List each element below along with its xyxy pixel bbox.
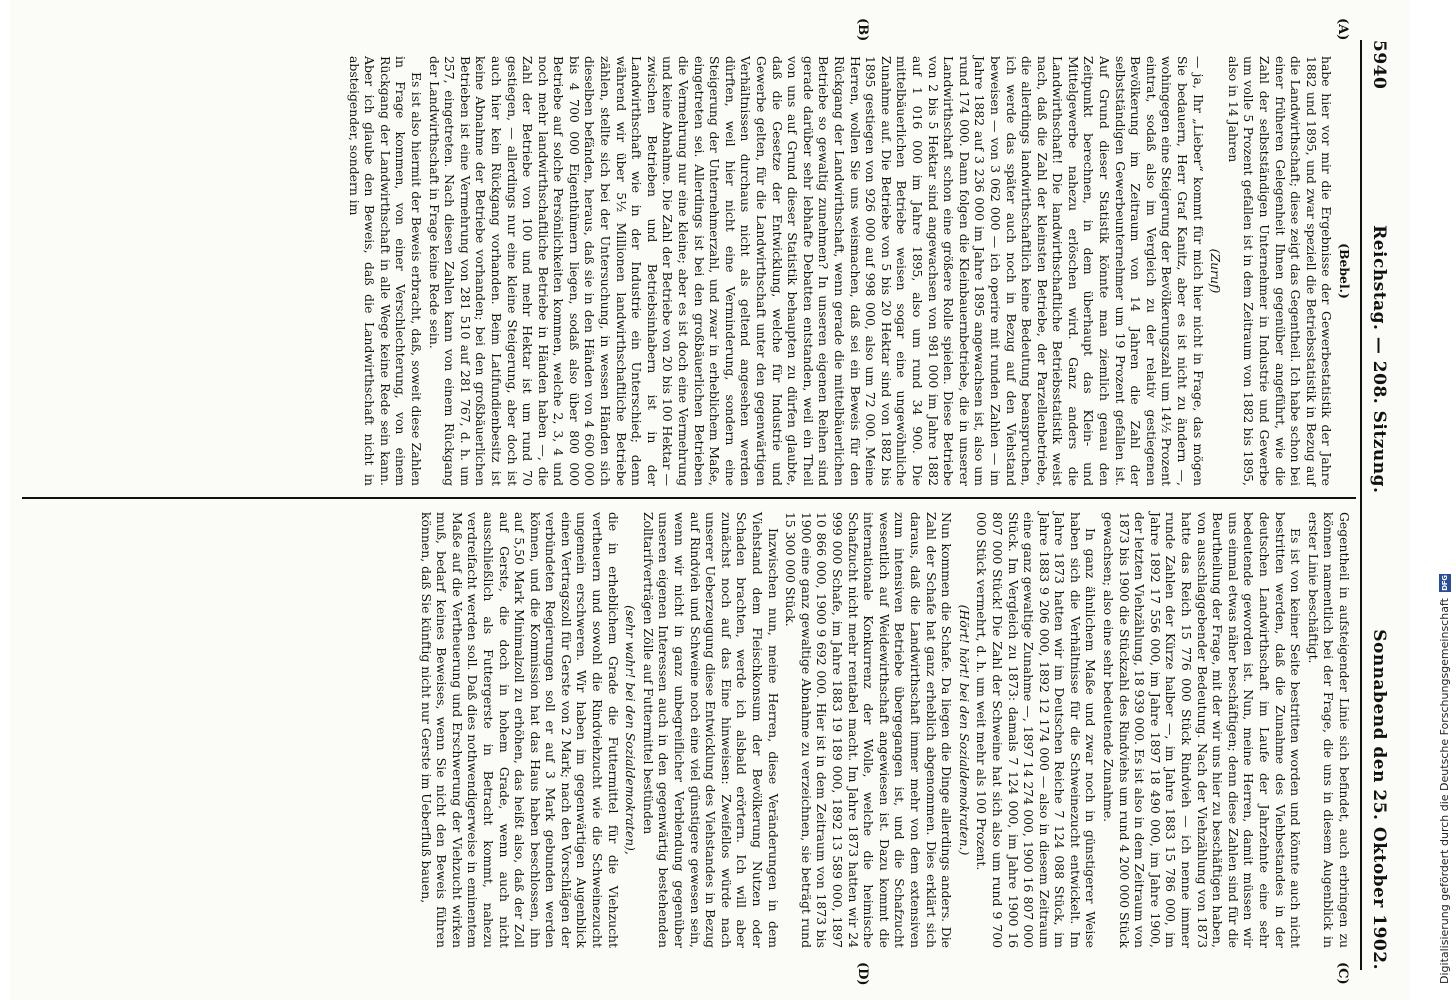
margin-marker-d: (D) bbox=[855, 962, 870, 986]
paragraph: die in erheblichem Grade die Futtermittel für die Viehzucht vertheuern und sowohl die Rindviehzucht wie die Schweinezucht ungemein erschweren. Wir haben im gegenwärtigen Augenblick einen Vertragszoll für Gerste von 2 Mark; nach den Vorschlägen der verbündeten Regierungen soll er auf 3 Mark gebunden werden können, und die Kommission hat das Haus haben beschlossen, ihn auf 5,50 Mark Minimalzoll zu erhöhen, das heißt also, daß der Zoll auf Gerste, die doch in hohem Grade, wenn auch nicht ausschließlich als Futtergerste in Betracht kommt, nahezu verdreifacht werden soll. Daß dies nothwendigerweise in eminentem Maße auf die Vertheuerung und Erschwerung der Viehzucht wirken muß, bedarf keines Beweises, wenn Sie nicht den Beweis führen können, daß Sie künftig nicht nur Gerste im Ueberfluß bauen, bbox=[418, 512, 621, 948]
paragraph: Nun kommen die Schafe. Da liegen die Dinge allerdings anders. Die Zahl der Schafe hat ganz erheblich abgenommen. Dies erklärt sich daraus, daß die Landwirthschaft immer mehr von dem extensiven zum intensiven Betriebe übergegangen ist, und die Schafzucht wesentlich auf Weidewirthschaft angewiesen ist. Dazu kommt die internationale Konkurrenz der Wolle, welche die heimische Schafzucht nicht mehr rentabel macht. Im Jahre 1873 hatten wir 24 999 000 Schafe, im Jahre 1883 19 189 000, 1892 13 589 000, 1897 10 866 000, 1900 9 692 000. Hier ist in dem Zeitraum von 1873 bis 1900 eine ganz gewaltige Abnahme zu verzeichnen, sie beträgt rund 15 300 000 Stück. bbox=[783, 512, 955, 948]
right-column bbox=[22, 512, 1352, 948]
interjection: (Hört! hört! bei den Sozialdemokraten.) bbox=[956, 604, 972, 856]
digitization-credit bbox=[1434, 0, 1456, 1000]
credit-text: Digitalisierung gefördert durch die Deutsche Forschungsgemeinschaft bbox=[1438, 598, 1451, 984]
speaker-label: (Bebel.) bbox=[1337, 243, 1352, 299]
page-header bbox=[1360, 40, 1396, 970]
paragraph: — ja, Ihr „Lieber“ kommt für mich hier nicht in Frage, das mögen Sie bedauern, Herr Graf Kanitz, aber es ist nicht zu ändern —, wohingegen eine Steigerung der Bevölkerungszahl um 14½ Prozent eintrat, sodaß also im Vergleich zu der relativ gestiegenen Bevölkerung im Zeitraum von 14 Jahren die Zahl der selbstständigen Gewerbeunternehmer um 19 Prozent gefallen ist. Auf Grund dieser Statistik könnte man ziemlich genau den Zeitpunkt berechnen, in dem überhaupt das Klein- und Mittelgewerbe nahezu erlöschen wird. Ganz anders die Landwirthschaft! Die landwirthschaftliche Betriebsstatistik weist nach, daß die Zahl der kleinsten Betriebe, der Parzellenbetriebe, die allerdings landwirthschaftlich keine Bedeutung beanspruchen, ich werde das später auch noch in Bezug auf den Viehstand beweisen — von 3 062 000 — ich operire mit runden Zahlen — im Jahre 1882 auf 3 236 000 im Jahre 1895 angewachsen ist, also um rund 174 000. Dann folgen die Kleinbauernbetriebe, die in unserer Landwirthschaft schon eine größere Rolle spielen. Diese Betriebe von 2 bis 5 Hektar sind angewachsen von 981 000 im Jahre 1882 auf 1 016 000 im Jahre 1895, also um rund 34 900. Die mittelbäuerlichen Betriebe weisen sogar eine ungewöhnliche Zunahme auf. Die Betriebe von 5 bis 20 Hektar sind von 1882 bis 1895 gestiegen von 926 000 auf 998 000, also um 72 000. Meine Herren, wollen Sie uns weismachen, daß sei ein Beweis für den Rückgang der Landwirthschaft, wenn gerade die mittelbäuerlichen Betriebe so gewaltig zunehmen? In unseren eigenen Reihen sind gerade darüber sehr lebhafte Debatten entstanden, weil ein Theil von uns auf Grund dieser Statistik behaupten zu dürfen glaubte, daß die Gesetze der Entwicklung, welche für Industrie und Gewerbe gelten, für die Landwirthschaft unter den gegenwärtigen Verhältnissen durchaus nicht als geltend angesehen werden dürften, weil hier nicht eine Verminderung, sondern eine Steigerung der Unternehmerzahl, und zwar in erheblichem Maße, eingetreten sei. Allerdings ist bei den großbäuerlichen Betrieben die Vermehrung nur eine kleine; aber es ist doch eine Vermehrung und keine Abnahme. Die Zahl der Betriebe von 20 bis 100 Hektar — zwischen Betrieben und Betriebsinhabern ist in der Landwirthschaft wie in der Industrie ein Unterschied; denn während wir über 5½ Millionen landwirthschaftliche Betriebe zählen, stellte sich bei der Untersuchung, in wessen Händen sich dieselben befänden, heraus, daß sie in den Händen von 4 600 000 bis 4 700 000 Eigenthümern liegen, sodaß also über 800 000 Betriebe auf solche Persönlichkeiten kommen, welche 2, 3, 4 und noch mehr landwirthschaftliche Betriebe in Händen haben —, die Zahl der Betriebe von 100 und mehr Hektar ist um rund 70 gestiegen, — allerdings nur eine kleine Steigerung, aber doch ist auch hier kein Rückgang vorhanden. Beim Latifundienbesitz ist keine Abnahme der Betriebe vorhanden; bei den großbäuerlichen Betrieben ist eine Vermehrung von 281 510 auf 281 767, d. h. um 257, eingetreten. Nach diesen Zahlen kann von einem Rückgang der Landwirthschaft in Frage keine Rede sein. bbox=[426, 56, 1206, 486]
dfg-logo-icon: DFG bbox=[1441, 575, 1449, 591]
paragraph: Gegentheil in aufsteigender Linie sich befindet, auch erbringen zu können namentlich bei der Frage, die uns in diesem Augenblick in erster Linie beschäftigt. bbox=[1305, 512, 1352, 948]
session-date: Sonnabend den 25. Oktober 1902. bbox=[1369, 629, 1389, 970]
paragraph: Es ist also hiermit der Beweis erbracht, daß, soweit diese Zahlen in Frage kommen, von einer Verschlechterung, von einem Rückgang der Landwirthschaft in alle Wege keine Rede sein kann. Aber ich glaube den Beweis, daß die Landwirthschaft nicht in absteigender, sondern im bbox=[346, 56, 424, 486]
margin-marker-c: (C) bbox=[1335, 962, 1350, 985]
column-divider bbox=[22, 497, 1356, 499]
interjection: (sehr wahr! bei den Sozialdemokraten), bbox=[623, 605, 639, 855]
interjection: (Zuruf) bbox=[1208, 248, 1224, 294]
paragraph: Inzwischen nun, meine Herren, diese Veränderungen in dem Viehstand dem Fleischkonsum der Bevölkerung Nutzen oder Schaden brachten, werde ich alsbald erörtern. Ich will aber zunächst noch auf das Eine hinweisen: Zweifellos würde nach unserer Ueberzeugung diese Entwicklung des Viehstandes in Bezug auf Rindvieh und Schweine noch eine viel günstigere gewesen sein, wenn wir nicht in ganz unbegreiflicher Verblendung gegenüber unseren eigenen Interessen auch in den gegenwärtig bestehenden Zolltarifverträgen Zölle auf Futtermittel bestünden bbox=[640, 512, 781, 948]
rotated-page bbox=[10, 0, 1410, 1000]
footer-strip bbox=[1412, 0, 1434, 1000]
paragraph: Es ist von keiner Seite bestritten worden und könnte auch nicht bestritten werden, daß die Zunahme des Viehbestandes in der deutschen Landwirthschaft im Laufe der Jahrzehnte eine sehr bedeutende geworden ist. Nun, meine Herren, damit müssen wir uns einmal etwas näher beschäftigen; denn diese Zahlen sind für die Beurtheilung der Frage, mit der wir uns hier zu beschäftigen haben, von ausschlaggebender Bedeutung. Nach der Viehzählung von 1873 hatte das Reich 15 776 000 Stück Rindvieh — ich nenne immer runde Zahlen der Kürze halber —, im Jahre 1883 15 786 000, im Jahre 1892 17 556 000, im Jahre 1897 18 490 000, im Jahre 1900, der letzten Viehzählung, 18 939 000. Es ist also in dem Zeitraum von 1873 bis 1900 die Stückzahl des Rindviehs um rund 4 200 000 Stück gewachsen; also eine sehr bedeutende Zunahme. bbox=[1101, 512, 1304, 948]
paragraph: habe hier vor mir die Ergebnisse der Gewerbestatistik der Jahre 1882 und 1895, und zwar speziell die Betriebsstatistik in Bezug auf die Landwirthschaft; diese zeigt das Gegentheil. Ich habe schon bei einer früheren Gelegenheit Ihnen gegenüber angeführt, wie die Zahl der selbstständigen Unternehmer in Industrie und Gewerbe um volle 5 Prozent gefallen ist in dem Zeitraum von 1882 bis 1895, also in 14 Jahren bbox=[1225, 56, 1335, 486]
page-title: Reichstag. — 208. Sitzung. bbox=[1369, 225, 1389, 494]
margin-marker-a: (A) bbox=[1335, 18, 1350, 41]
page-number: 5940 bbox=[1369, 40, 1389, 90]
margin-marker-b: (B) bbox=[855, 18, 870, 42]
paragraph: In ganz ähnlichem Maße und zwar noch in günstigerer Weise haben sich die Verhältnisse für die Schweinezucht entwickelt. Im Jahre 1873 hatten wir im Deutschen Reiche 7 124 088 Stück, im Jahre 1883 9 206 000, 1892 12 174 000 — also in diesem Zeitraum eine ganz gewaltige Zunahme —, 1897 14 274 000, 1900 16 807 000 Stück. Im Vergleich zu 1873: damals 7 124 000, im Jahre 1900 16 807 000 Stück! Die Zahl der Schweine hat sich also um rund 9 700 000 Stück vermehrt, d. h. um weit mehr als 100 Prozent. bbox=[974, 512, 1099, 948]
left-column bbox=[22, 56, 1352, 486]
